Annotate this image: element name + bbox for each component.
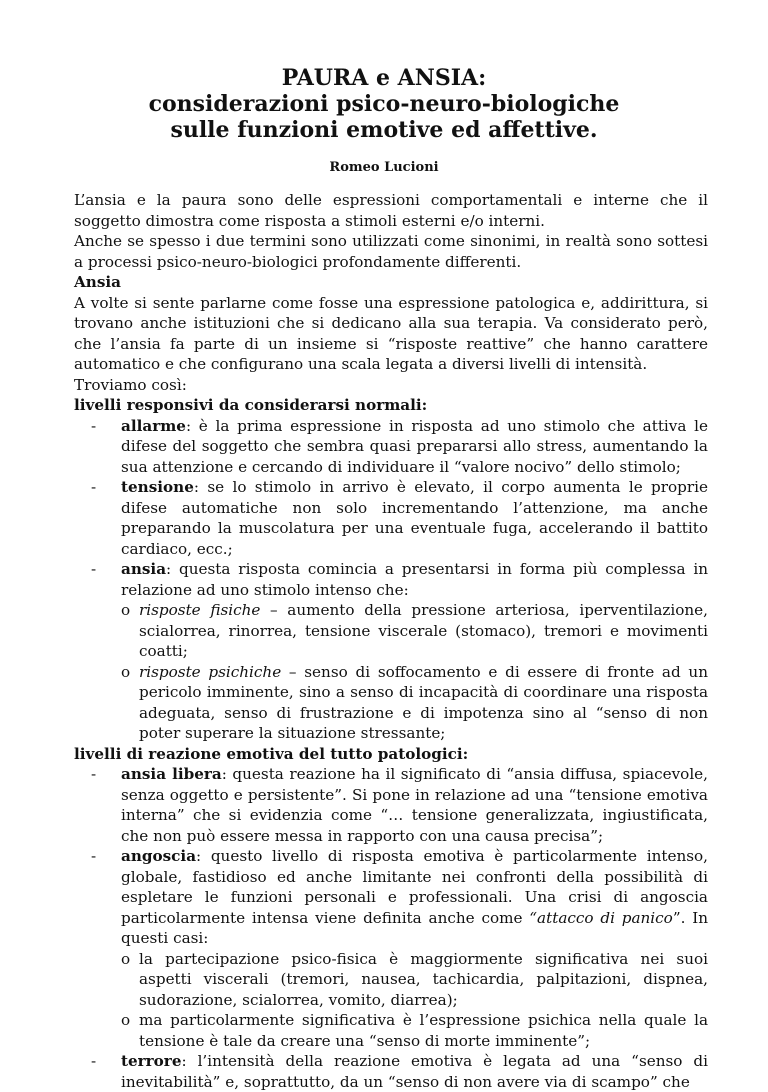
list-item bbox=[74, 416, 708, 478]
intro-paragraph-2: Anche se spesso i due termini sono utilizzati come sinonimi, in realtà sono sottesi a processi psico-neuro-biologici profondamente differenti. bbox=[74, 232, 708, 271]
sub-list-item bbox=[74, 662, 708, 744]
sub-list-item-text: – senso di soffocamento e di essere di fronte ad un pericolo imminente, sino a senso di incapacità di coordinare una risposta adeguata, senso di frustrazione e di impotenza sino al “senso di non poter superare la situazione stressante; bbox=[139, 662, 708, 742]
list-item-term: angoscia bbox=[121, 847, 197, 865]
list-item bbox=[74, 477, 708, 559]
list-item-text: : questa risposta comincia a presentarsi in forma più complessa in relazione ad uno stimolo intenso che: bbox=[121, 560, 708, 599]
list-item bbox=[74, 764, 708, 846]
list-item bbox=[74, 559, 708, 600]
list-item-text: : se lo stimolo in arrivo è elevato, il corpo aumenta le proprie difese automatiche non solo incrementando l’attenzione, ma anche preparando la muscolatura per una eventuale fuga, accelerando il battito cardiaco, ecc.; bbox=[121, 478, 708, 558]
list-item bbox=[74, 1051, 708, 1092]
list-item-term: ansia bbox=[121, 560, 167, 578]
list-item-italic: “attacco di panico bbox=[529, 908, 673, 927]
sub-list-item-text: ma particolarmente significativa è l’espressione psichica nella quale la tensione è tale da creare una “senso di morte imminente”; bbox=[139, 1011, 708, 1050]
document-body bbox=[74, 190, 708, 1092]
title-line-3: sulle funzioni emotive ed affettive. bbox=[170, 117, 598, 143]
list-item-text: : l’intensità della reazione emotiva è legata ad una “senso di inevitabilità” e, soprattutto, da un “senso di non avere via di scampo” che bbox=[121, 1052, 708, 1091]
sub-list-item-term: risposte fisiche bbox=[139, 601, 261, 619]
ansia-intro-list: Troviamo così: bbox=[74, 375, 187, 394]
list-item bbox=[74, 846, 708, 949]
normal-levels-heading: livelli responsivi da considerarsi normali: bbox=[74, 396, 428, 414]
title-line-1: PAURA e ANSIA: bbox=[281, 65, 487, 91]
sub-list-item-term: risposte psichiche bbox=[139, 662, 282, 681]
sub-list-item bbox=[74, 600, 708, 662]
list-item-text: : questa reazione ha il significato di “ansia diffusa, spiacevole, senza oggetto e persistente”. Si pone in relazione ad una “tensione emotiva interna” che si evidenzia come “… tensione generalizzata, ingiustificata, che non può essere messa in rapporto con una causa precisa”; bbox=[121, 765, 708, 845]
list-item-text: : questo livello di risposta emotiva è particolarmente intenso, globale, fastidioso ed anche limitante nei confronti della possibilità di espletare le funzioni personali e professionali. Una crisi di angoscia particolarmente intensa viene definita anche come bbox=[121, 847, 708, 927]
author-name: Romeo Lucioni bbox=[329, 160, 439, 175]
section-heading-ansia: Ansia bbox=[74, 273, 121, 291]
sub-list-item bbox=[74, 1010, 708, 1051]
list-item-text-after: ”. In questi casi: bbox=[121, 908, 708, 947]
ansia-paragraph: A volte si sente parlarne come fosse una espressione patologica e, addirittura, si trovano anche istituzioni che si dedicano alla sua terapia. Va considerato però, che l’ansia fa parte di un insieme si “risposte reattive” che hanno carattere automatico e che configurano una scala legata a diversi livelli di intensità. bbox=[74, 293, 708, 373]
title-line-2: considerazioni psico-neuro-biologiche bbox=[148, 91, 620, 117]
list-item-term: tensione bbox=[121, 478, 194, 496]
sub-list-item-text: la partecipazione psico-fisica è maggiormente significativa nei suoi aspetti viscerali (tremori, nausea, tachicardia, palpitazioni, dispnea, sudorazione, scialorrea, vomito, diarrea); bbox=[139, 949, 708, 1009]
sub-list-item-text: – aumento della pressione arteriosa, iperventilazione, scialorrea, rinorrea, tensione viscerale (stomaco), tremori e movimenti coatti; bbox=[139, 601, 708, 660]
list-item-term: terrore bbox=[121, 1052, 182, 1070]
list-item-term: ansia libera bbox=[121, 765, 222, 783]
sub-list-item bbox=[74, 949, 708, 1011]
list-item-term: allarme bbox=[121, 416, 186, 435]
list-item-text: : è la prima espressione in risposta ad uno stimolo che attiva le difese del soggetto che sembra quasi prepararsi allo stress, aumentando la sua attenzione e cercando di individuare il “valore nocivo” dello stimolo; bbox=[121, 416, 708, 476]
intro-paragraph-1: L’ansia e la paura sono delle espressioni comportamentali e interne che il soggetto dimostra come risposta a stimoli esterni e/o interni. bbox=[74, 191, 708, 230]
pathological-levels-heading: livelli di reazione emotiva del tutto patologici: bbox=[74, 744, 469, 763]
